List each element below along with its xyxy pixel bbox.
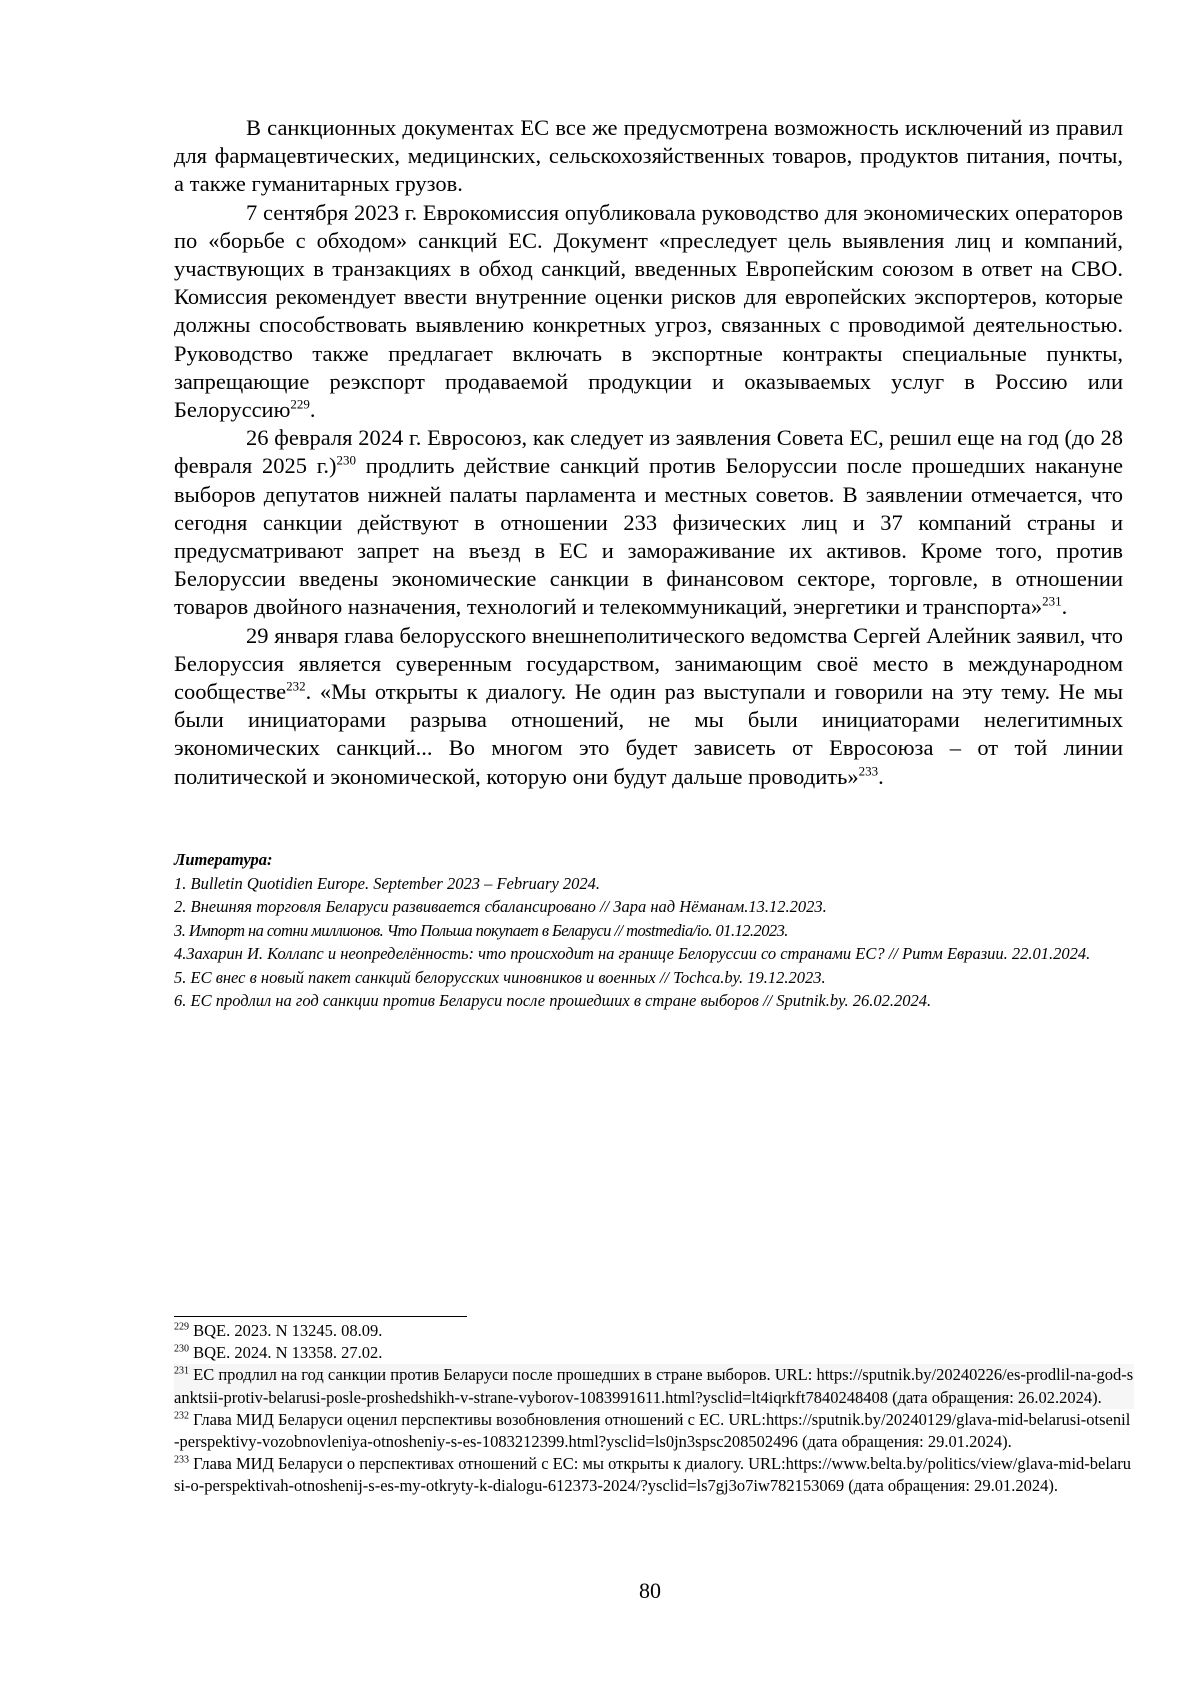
paragraph-sanctions-extension: 26 февраля 2024 г. Евросоюз, как следует из заявления Совета ЕС, решил еще на год (до 28 февраля 2025 г.)$^{230}$ продлить действие санкций против Белоруссии после прошедших накануне выборов депутатов нижней палаты парламента и местных советов. В заявлении отмечается, что сегодня санкции действуют в отношении 233 физических лиц и 37 компаний страны и предусматривают запрет на въезд в ЕС и замораживание их активов. Кроме того, против Белоруссии введены экономические санкции в финансовом секторе, торговле, в отношении товаров двойного назначения, технологий и телекоммуникаций, энергетики и транспорта»$^{231}$. xyxy=(174,425,1123,620)
paragraph-commission-guidance: 7 сентября 2023 г. Еврокомиссия опубликовала руководство для экономических операторов по «борьбе с обходом» санкций ЕС. Документ «преследует цель выявления лиц и компаний, участвующих в транзакциях в обход санкций, введенных Европейским союзом в ответ на СВО. Комиссия рекомендует ввести внутренние оценки рисков для европейских экспортеров, которые должны способствовать выявлению конкретных угроз, связанных с проводимой деятельностью. Руководство также предлагает включать в экспортные контракты специальные пункты, запрещающие реэкспорт продаваемой продукции и оказываемых услуг в Россию или Белоруссию$^{229}$. xyxy=(174,199,1123,423)
footnote-number: 233 xyxy=(174,1454,189,1466)
footnote-ref-232[interactable]: 232 xyxy=(286,678,306,694)
footnote-231 xyxy=(174,1364,1134,1408)
footnote-230 xyxy=(174,1342,1134,1364)
footnote-number: 232 xyxy=(174,1410,189,1422)
footnote-ref-231[interactable]: 231 xyxy=(1042,593,1062,609)
footnote-ref-229[interactable]: 229 xyxy=(290,396,310,412)
footnote-233 xyxy=(174,1453,1134,1497)
footnote-separator xyxy=(174,1316,467,1317)
footnote-text[interactable]: Глава МИД Беларуси оценил перспективы возобновления отношений с ЕС. URL:https://sputnik.by/20240129/glava-mid-belarusi-otsenil-perspektivy-vozobnovleniya-otnosheniy-s-es-1083212399.html?ysclid=ls0jn3spsc208502496 (дата обращения: 29.01.2024). xyxy=(174,1409,1131,1452)
footnote-text: BQE. 2024. N 13358. 27.02. xyxy=(193,1343,383,1363)
literature-section xyxy=(174,848,1123,1013)
main-text xyxy=(174,114,1123,791)
literature-item: 1. Bulletin Quotidien Europe. September 2023 – February 2024. xyxy=(174,873,601,893)
paragraph-aleinik-statement: 29 января глава белорусского внешнеполитического ведомства Сергей Алейник заявил, что Белоруссия является суверенным государством, занимающим своё место в международном сообществе$^{232}$. «Мы открыты к диалогу. Не один раз выступали и говорили на эту тему. Не мы были инициаторами разрыва отношений, не мы были инициаторами нелегитимных экономических санкций... Во многом это будет зависеть от Евросоюза – от той линии политической и экономической, которую они будут дальше проводить»$^{233}$. xyxy=(174,622,1123,789)
literature-item: 5. ЕС внес в новый пакет санкций белорусских чиновников и военных // Tochca.by. 19.12.2023. xyxy=(174,967,826,987)
footnotes-section xyxy=(174,1320,1134,1498)
footnote-ref-230[interactable]: 230 xyxy=(336,452,357,468)
footnote-text[interactable]: ЕС продлил на год санкции против Беларуси после прошедших в стране выборов. URL: https://sputnik.by/20240226/es-prodlil-na-god-sanktsii-protiv-belarusi-posle-proshedshikh-v-strane-vyborov-1083991611.html?ysclid=lt4iqrkft7840248408 (дата обращения: 26.02.2024). xyxy=(174,1365,1134,1407)
literature-item: 3. Импорт на сотни миллионов. Что Польша покупает в Беларуси // mostmedia/io. 01.12.2023. xyxy=(174,920,788,940)
literature-item: 2. Внешняя торговля Беларуси развивается сбалансировано // Зара над Нёманам.13.12.2023. xyxy=(174,897,827,916)
footnote-text: BQE. 2023. N 13245. 08.09. xyxy=(193,1321,383,1340)
footnote-number: 231 xyxy=(174,1365,189,1377)
footnote-number: 230 xyxy=(174,1343,189,1355)
footnote-232 xyxy=(174,1409,1134,1453)
literature-item: 4.Захарин И. Коллапс и неопределённость: что происходит на границе Белоруссии со странами ЕС? // Ритм Евразии. 22.01.2024. xyxy=(174,944,1091,963)
footnote-text[interactable]: Глава МИД Беларуси о перспективах отношений с ЕС: мы открыты к диалогу. URL:https://www.belta.by/politics/view/glava-mid-belarusi-o-perspektivah-otnoshenij-s-es-my-otkryty-k-dialogu-612373-2024/?ysclid=ls7gj3o7iw782153069 (дата обращения: 29.01.2024). xyxy=(174,1454,1132,1496)
page-number: 80 xyxy=(639,1578,661,1603)
literature-item: 6. ЕС продлил на год санкции против Беларуси после прошедших в стране выборов // Sputnik.by. 26.02.2024. xyxy=(174,991,932,1010)
footnote-229 xyxy=(174,1320,1134,1342)
footnote-ref-233[interactable]: 233 xyxy=(858,763,879,779)
paragraph-exemptions: В санкционных документах ЕС все же предусмотрена возможность исключений из правил для фармацевтических, медицинских, сельскохозяйственных товаров, продуктов питания, почты, а также гуманитарных грузов. xyxy=(174,115,1123,197)
footnote-number: 229 xyxy=(174,1321,189,1333)
literature-title: Литература: xyxy=(174,850,273,869)
